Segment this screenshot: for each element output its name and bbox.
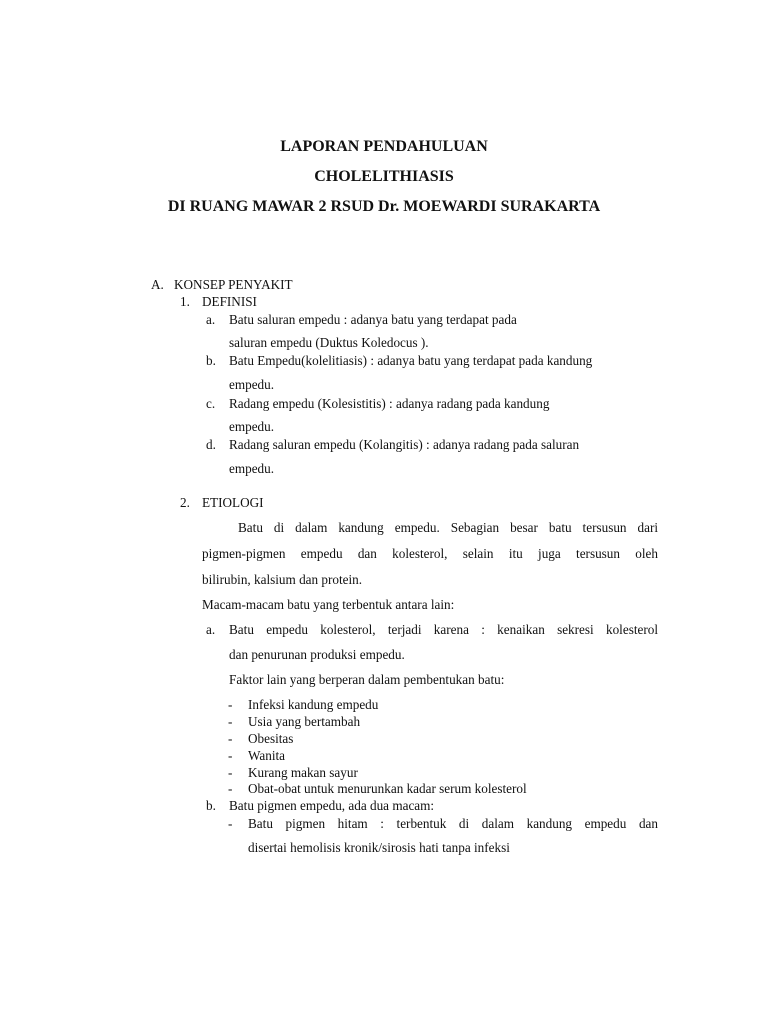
- definisi-item-a-line-1: Batu saluran empedu : adanya batu yang terdapat pada: [229, 312, 517, 327]
- etiologi-item-b-line-1: Batu pigmen empedu, ada dua macam:: [229, 798, 435, 813]
- factor-item: Obesitas: [248, 731, 294, 746]
- title-line-2: CHOLELITHIASIS: [314, 168, 454, 185]
- title-line-1: LAPORAN PENDAHULUAN: [280, 138, 488, 155]
- factor-item: Kurang makan sayur: [248, 765, 358, 780]
- etiologi-item-a-line-1: Batu empedu kolesterol, terjadi karena : kenaikan sekresi kolesterol: [229, 622, 658, 637]
- factor-dash: -: [228, 697, 233, 712]
- definisi-item-b-line-1: Batu Empedu(kolelitiasis) : adanya batu yang terdapat pada kandung: [229, 353, 593, 368]
- definisi-item-d-line-2: empedu.: [229, 461, 275, 476]
- etiologi-para-1-line-3: bilirubin, kalsium dan protein.: [202, 572, 363, 587]
- section-a-heading: KONSEP PENYAKIT: [174, 277, 293, 292]
- definisi-item-a-marker: a.: [206, 312, 216, 327]
- definisi-item-c-marker: c.: [206, 396, 216, 411]
- factor-dash: -: [228, 748, 233, 763]
- factors-intro: Faktor lain yang berperan dalam pembentukan batu:: [229, 672, 505, 687]
- pigmen-sub-dash: -: [228, 816, 233, 831]
- etiologi-item-b-marker: b.: [206, 798, 216, 813]
- etiologi-heading: ETIOLOGI: [202, 495, 264, 510]
- definisi-item-c-line-1: Radang empedu (Kolesistitis) : adanya radang pada kandung: [229, 396, 550, 411]
- factor-item: Wanita: [248, 748, 286, 763]
- title-line-3: DI RUANG MAWAR 2 RSUD Dr. MOEWARDI SURAKARTA: [167, 198, 601, 215]
- factor-dash: -: [228, 781, 233, 796]
- definisi-item-b-marker: b.: [206, 353, 216, 368]
- etiologi-item-a-marker: a.: [206, 622, 216, 637]
- etiologi-para-1-line-1: Batu di dalam kandung empedu. Sebagian besar batu tersusun dari: [238, 520, 658, 535]
- definisi-item-a-line-2: saluran empedu (Duktus Koledocus ).: [229, 335, 429, 350]
- etiologi-para-2: Macam-macam batu yang terbentuk antara lain:: [202, 597, 455, 612]
- factor-dash: -: [228, 765, 233, 780]
- pigmen-hitam-line-1: Batu pigmen hitam : terbentuk di dalam kandung empedu dan: [248, 816, 658, 831]
- factor-item: Infeksi kandung empedu: [248, 697, 379, 712]
- factor-item: Obat-obat untuk menurunkan kadar serum kolesterol: [248, 781, 527, 796]
- factor-dash: -: [228, 731, 233, 746]
- definisi-item-d-marker: d.: [206, 437, 216, 452]
- pigmen-hitam-line-2: disertai hemolisis kronik/sirosis hati tanpa infeksi: [248, 840, 510, 855]
- definisi-item-d-line-1: Radang saluran empedu (Kolangitis) : adanya radang pada saluran: [229, 437, 580, 452]
- etiologi-item-a-line-2: dan penurunan produksi empedu.: [229, 647, 405, 662]
- definisi-item-b-line-2: empedu.: [229, 377, 275, 392]
- definisi-marker: 1.: [180, 294, 190, 309]
- definisi-item-c-line-2: empedu.: [229, 419, 275, 434]
- factor-dash: -: [228, 714, 233, 729]
- section-a-marker: A.: [151, 277, 164, 292]
- etiologi-para-1-line-2: pigmen-pigmen empedu dan kolesterol, selain itu juga tersusun oleh: [202, 546, 658, 561]
- factor-item: Usia yang bertambah: [248, 714, 361, 729]
- etiologi-marker: 2.: [180, 495, 190, 510]
- definisi-heading: DEFINISI: [202, 294, 257, 309]
